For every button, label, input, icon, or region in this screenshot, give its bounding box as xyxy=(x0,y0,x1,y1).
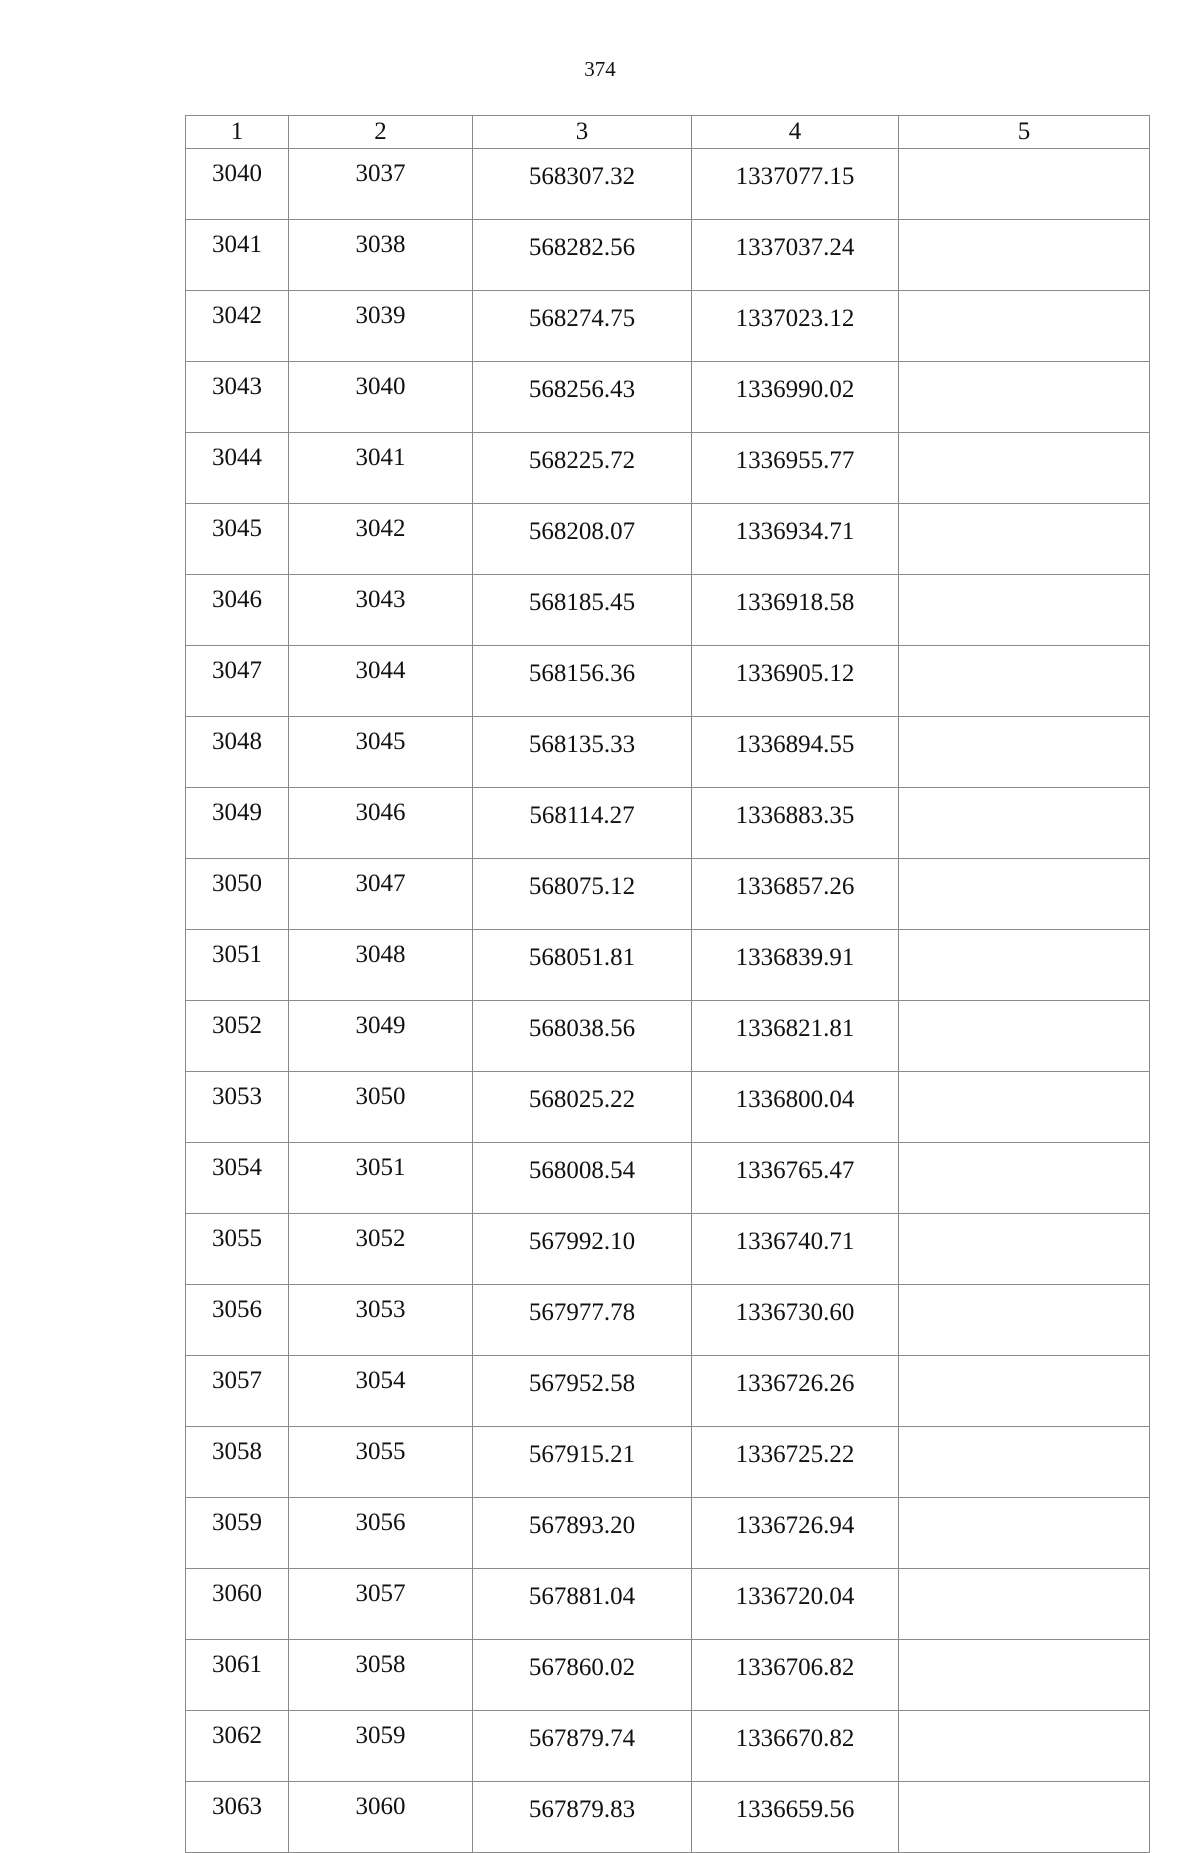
table-row xyxy=(186,575,1150,646)
note-cell xyxy=(899,291,1150,362)
x-coordinate-cell: 567952.58 xyxy=(473,1356,692,1427)
header-cell-4: 4 xyxy=(692,116,899,149)
y-coordinate-cell: 1336883.35 xyxy=(692,788,899,859)
x-coordinate-cell: 567881.04 xyxy=(473,1569,692,1640)
point-number-cell: 3040 xyxy=(186,149,289,220)
prev-point-cell: 3045 xyxy=(289,717,473,788)
prev-point-cell: 3053 xyxy=(289,1285,473,1356)
table-row xyxy=(186,433,1150,504)
note-cell xyxy=(899,1569,1150,1640)
coordinates-table xyxy=(185,115,1150,1853)
note-cell xyxy=(899,646,1150,717)
table-row xyxy=(186,1214,1150,1285)
note-cell xyxy=(899,1285,1150,1356)
prev-point-cell: 3052 xyxy=(289,1214,473,1285)
prev-point-cell: 3049 xyxy=(289,1001,473,1072)
point-number-cell: 3057 xyxy=(186,1356,289,1427)
table-row xyxy=(186,930,1150,1001)
point-number-cell: 3059 xyxy=(186,1498,289,1569)
table-body xyxy=(186,116,1150,1853)
point-number-cell: 3046 xyxy=(186,575,289,646)
table-row xyxy=(186,1569,1150,1640)
point-number-cell: 3048 xyxy=(186,717,289,788)
point-number-cell: 3042 xyxy=(186,291,289,362)
y-coordinate-cell: 1336720.04 xyxy=(692,1569,899,1640)
prev-point-cell: 3048 xyxy=(289,930,473,1001)
table-row xyxy=(186,1640,1150,1711)
prev-point-cell: 3046 xyxy=(289,788,473,859)
note-cell xyxy=(899,575,1150,646)
prev-point-cell: 3040 xyxy=(289,362,473,433)
table-row xyxy=(186,646,1150,717)
y-coordinate-cell: 1336894.55 xyxy=(692,717,899,788)
prev-point-cell: 3047 xyxy=(289,859,473,930)
note-cell xyxy=(899,1143,1150,1214)
x-coordinate-cell: 567860.02 xyxy=(473,1640,692,1711)
note-cell xyxy=(899,717,1150,788)
x-coordinate-cell: 567879.74 xyxy=(473,1711,692,1782)
note-cell xyxy=(899,220,1150,291)
point-number-cell: 3049 xyxy=(186,788,289,859)
point-number-cell: 3051 xyxy=(186,930,289,1001)
note-cell xyxy=(899,1001,1150,1072)
point-number-cell: 3052 xyxy=(186,1001,289,1072)
x-coordinate-cell: 567893.20 xyxy=(473,1498,692,1569)
y-coordinate-cell: 1336990.02 xyxy=(692,362,899,433)
x-coordinate-cell: 568256.43 xyxy=(473,362,692,433)
table-row xyxy=(186,1427,1150,1498)
point-number-cell: 3043 xyxy=(186,362,289,433)
x-coordinate-cell: 568282.56 xyxy=(473,220,692,291)
table-row xyxy=(186,1001,1150,1072)
point-number-cell: 3058 xyxy=(186,1427,289,1498)
y-coordinate-cell: 1336726.26 xyxy=(692,1356,899,1427)
note-cell xyxy=(899,504,1150,575)
note-cell xyxy=(899,1782,1150,1853)
table-row xyxy=(186,1285,1150,1356)
table-row xyxy=(186,1711,1150,1782)
prev-point-cell: 3039 xyxy=(289,291,473,362)
y-coordinate-cell: 1336821.81 xyxy=(692,1001,899,1072)
point-number-cell: 3062 xyxy=(186,1711,289,1782)
point-number-cell: 3054 xyxy=(186,1143,289,1214)
point-number-cell: 3056 xyxy=(186,1285,289,1356)
prev-point-cell: 3042 xyxy=(289,504,473,575)
y-coordinate-cell: 1337077.15 xyxy=(692,149,899,220)
x-coordinate-cell: 567915.21 xyxy=(473,1427,692,1498)
point-number-cell: 3061 xyxy=(186,1640,289,1711)
note-cell xyxy=(899,1427,1150,1498)
point-number-cell: 3044 xyxy=(186,433,289,504)
header-cell-2: 2 xyxy=(289,116,473,149)
note-cell xyxy=(899,1072,1150,1143)
x-coordinate-cell: 568051.81 xyxy=(473,930,692,1001)
table-row xyxy=(186,717,1150,788)
table-row xyxy=(186,291,1150,362)
x-coordinate-cell: 568008.54 xyxy=(473,1143,692,1214)
prev-point-cell: 3038 xyxy=(289,220,473,291)
x-coordinate-cell: 568274.75 xyxy=(473,291,692,362)
prev-point-cell: 3037 xyxy=(289,149,473,220)
y-coordinate-cell: 1336934.71 xyxy=(692,504,899,575)
y-coordinate-cell: 1337037.24 xyxy=(692,220,899,291)
table-row xyxy=(186,149,1150,220)
x-coordinate-cell: 567992.10 xyxy=(473,1214,692,1285)
x-coordinate-cell: 568038.56 xyxy=(473,1001,692,1072)
y-coordinate-cell: 1336839.91 xyxy=(692,930,899,1001)
y-coordinate-cell: 1336918.58 xyxy=(692,575,899,646)
table-row xyxy=(186,504,1150,575)
x-coordinate-cell: 568156.36 xyxy=(473,646,692,717)
y-coordinate-cell: 1336725.22 xyxy=(692,1427,899,1498)
x-coordinate-cell: 568225.72 xyxy=(473,433,692,504)
point-number-cell: 3050 xyxy=(186,859,289,930)
y-coordinate-cell: 1336905.12 xyxy=(692,646,899,717)
table-row xyxy=(186,859,1150,930)
prev-point-cell: 3051 xyxy=(289,1143,473,1214)
x-coordinate-cell: 568307.32 xyxy=(473,149,692,220)
note-cell xyxy=(899,433,1150,504)
note-cell xyxy=(899,1498,1150,1569)
table-row xyxy=(186,788,1150,859)
x-coordinate-cell: 568025.22 xyxy=(473,1072,692,1143)
y-coordinate-cell: 1336670.82 xyxy=(692,1711,899,1782)
y-coordinate-cell: 1336730.60 xyxy=(692,1285,899,1356)
x-coordinate-cell: 568114.27 xyxy=(473,788,692,859)
x-coordinate-cell: 568185.45 xyxy=(473,575,692,646)
point-number-cell: 3053 xyxy=(186,1072,289,1143)
x-coordinate-cell: 567977.78 xyxy=(473,1285,692,1356)
y-coordinate-cell: 1336726.94 xyxy=(692,1498,899,1569)
header-cell-1: 1 xyxy=(186,116,289,149)
prev-point-cell: 3044 xyxy=(289,646,473,717)
note-cell xyxy=(899,1214,1150,1285)
note-cell xyxy=(899,1356,1150,1427)
prev-point-cell: 3057 xyxy=(289,1569,473,1640)
point-number-cell: 3047 xyxy=(186,646,289,717)
prev-point-cell: 3054 xyxy=(289,1356,473,1427)
x-coordinate-cell: 568208.07 xyxy=(473,504,692,575)
x-coordinate-cell: 568135.33 xyxy=(473,717,692,788)
table-row xyxy=(186,362,1150,433)
x-coordinate-cell: 567879.83 xyxy=(473,1782,692,1853)
y-coordinate-cell: 1336800.04 xyxy=(692,1072,899,1143)
x-coordinate-cell: 568075.12 xyxy=(473,859,692,930)
y-coordinate-cell: 1336857.26 xyxy=(692,859,899,930)
note-cell xyxy=(899,788,1150,859)
prev-point-cell: 3043 xyxy=(289,575,473,646)
prev-point-cell: 3058 xyxy=(289,1640,473,1711)
table-row xyxy=(186,1782,1150,1853)
y-coordinate-cell: 1336740.71 xyxy=(692,1214,899,1285)
y-coordinate-cell: 1337023.12 xyxy=(692,291,899,362)
page-number: 374 xyxy=(584,57,616,81)
table-row xyxy=(186,1498,1150,1569)
prev-point-cell: 3050 xyxy=(289,1072,473,1143)
table-row xyxy=(186,1143,1150,1214)
note-cell xyxy=(899,362,1150,433)
note-cell xyxy=(899,149,1150,220)
table-row xyxy=(186,220,1150,291)
point-number-cell: 3045 xyxy=(186,504,289,575)
note-cell xyxy=(899,859,1150,930)
point-number-cell: 3055 xyxy=(186,1214,289,1285)
prev-point-cell: 3060 xyxy=(289,1782,473,1853)
y-coordinate-cell: 1336659.56 xyxy=(692,1782,899,1853)
table-row xyxy=(186,1072,1150,1143)
prev-point-cell: 3056 xyxy=(289,1498,473,1569)
y-coordinate-cell: 1336706.82 xyxy=(692,1640,899,1711)
table-header-row xyxy=(186,116,1150,149)
note-cell xyxy=(899,1640,1150,1711)
note-cell xyxy=(899,1711,1150,1782)
note-cell xyxy=(899,930,1150,1001)
point-number-cell: 3063 xyxy=(186,1782,289,1853)
point-number-cell: 3060 xyxy=(186,1569,289,1640)
header-cell-3: 3 xyxy=(473,116,692,149)
header-cell-5: 5 xyxy=(899,116,1150,149)
y-coordinate-cell: 1336955.77 xyxy=(692,433,899,504)
point-number-cell: 3041 xyxy=(186,220,289,291)
prev-point-cell: 3059 xyxy=(289,1711,473,1782)
y-coordinate-cell: 1336765.47 xyxy=(692,1143,899,1214)
prev-point-cell: 3055 xyxy=(289,1427,473,1498)
prev-point-cell: 3041 xyxy=(289,433,473,504)
table-row xyxy=(186,1356,1150,1427)
